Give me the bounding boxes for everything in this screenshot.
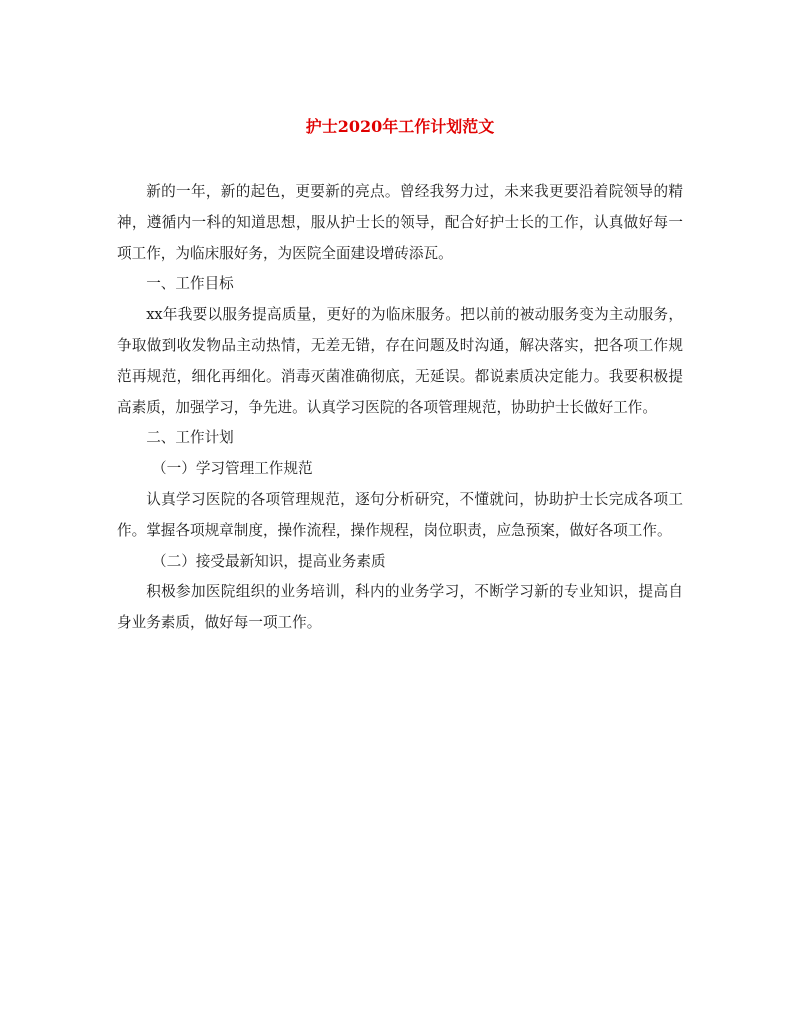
paragraph-work-goals: xx年我要以服务提高质量，更好的为临床服务。把以前的被动服务变为主动服务，争取做到收发物品主动热情，无差无错，存在问题及时沟通，解决落实，把各项工作规范再规范，细化再细化。消毒灭菌准确彻底，无延误。都说素质决定能力。我要积极提高素质，加强学习，争先进。认真学习医院的各项管理规范，协助护士长做好工作。 bbox=[117, 306, 683, 416]
heading-work-plan: 二、工作计划 bbox=[146, 429, 234, 447]
document-title: 护士2020年工作计划范文 bbox=[305, 117, 495, 136]
paragraph-intro: 新的一年，新的起色，更要新的亮点。曾经我努力过，未来我更要沿着院领导的精神，遵循内一科的知道思想，服从护士长的领导，配合好护士长的工作，认真做好每一项工作，为临床服好务，为医院全面建设增砖添瓦。 bbox=[117, 183, 683, 262]
subheading-new-knowledge: （二）接受最新知识，提高业务素质 bbox=[152, 552, 386, 570]
paragraph-new-knowledge: 积极参加医院组织的业务培训，科内的业务学习，不断学习新的专业知识，提高自身业务素质，做好每一项工作。 bbox=[117, 583, 683, 632]
subheading-study-standards: （一）学习管理工作规范 bbox=[152, 460, 313, 478]
heading-work-goals: 一、工作目标 bbox=[146, 275, 234, 293]
document-body bbox=[117, 177, 683, 639]
paragraph-study-standards: 认真学习医院的各项管理规范，逐句分析研究，不懂就问，协助护士长完成各项工作。掌握各项规章制度，操作流程，操作规程，岗位职责，应急预案，做好各项工作。 bbox=[117, 490, 683, 539]
